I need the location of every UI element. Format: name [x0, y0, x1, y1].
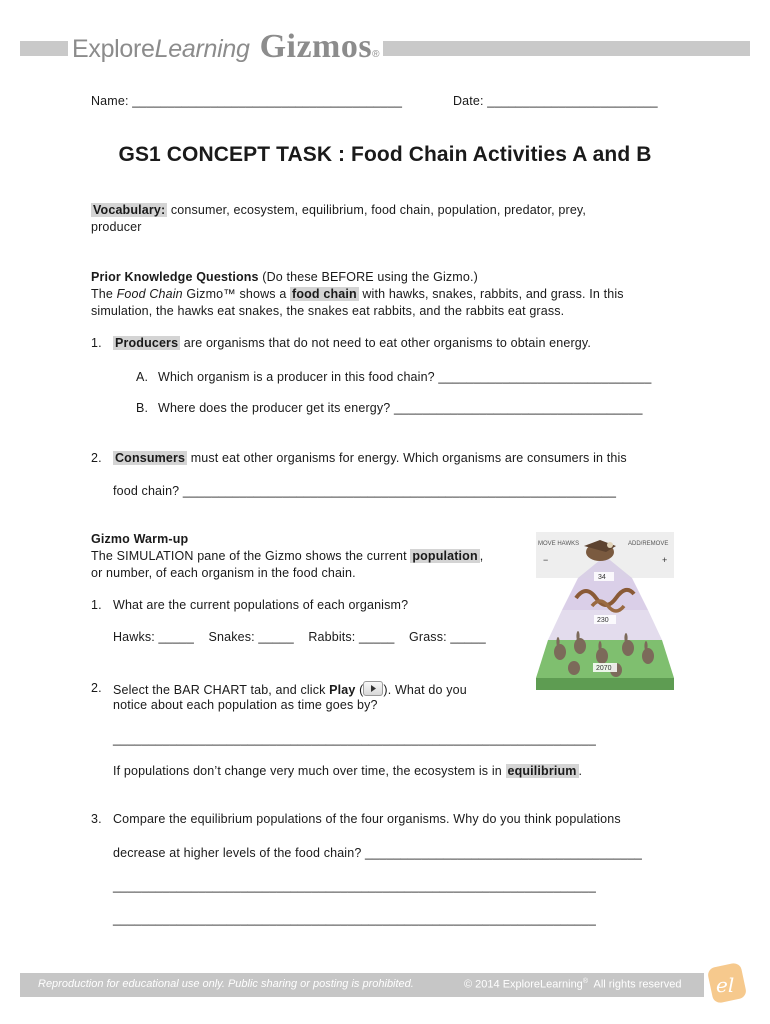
- food-chain-gizmo-name: Food Chain: [116, 287, 183, 301]
- prior-text: with hawks, snakes, rabbits, and grass. In this: [358, 287, 624, 301]
- question-1b[interactable]: [136, 401, 643, 415]
- question-number: 1.: [91, 598, 102, 612]
- question-number: 3.: [91, 812, 102, 826]
- question-text: What are the current populations of each organism?: [113, 598, 409, 612]
- vocabulary-terms: consumer, ecosystem, equilibrium, food chain, population, predator, prey,: [167, 203, 587, 217]
- footer-rights-text: All rights reserved: [587, 978, 682, 991]
- minus-icon: −: [543, 555, 549, 565]
- footer-registered: ®: [582, 978, 588, 985]
- question-text: (: [355, 683, 364, 697]
- move-hawks-label: MOVE HAWKS: [538, 541, 580, 547]
- brand-learning: Learning: [154, 35, 250, 63]
- vocabulary-line2: producer: [91, 220, 142, 234]
- prior-heading-note: (Do these BEFORE using the Gizmo.): [258, 270, 478, 284]
- prior-knowledge-heading: [91, 270, 478, 284]
- warmup-question-3-answer-2[interactable]: ____________________________________________________________________: [113, 912, 596, 926]
- name-field[interactable]: [91, 94, 402, 108]
- warmup-question-3: [91, 812, 621, 826]
- play-label: Play: [329, 683, 356, 697]
- brand-registered: ®: [372, 49, 380, 60]
- date-field[interactable]: [453, 94, 658, 108]
- add-remove-label: ADD/REMOVE: [628, 541, 669, 547]
- page-title: GS1 CONCEPT TASK : Food Chain Activities A and B: [118, 143, 652, 166]
- question-2-answer[interactable]: food chain? _____________________________________________________________: [113, 484, 617, 498]
- question-text: are organisms that do not need to eat other organisms to obtain energy.: [180, 336, 591, 350]
- food-chain-term: food chain: [292, 287, 357, 301]
- brand-explore: Explore: [72, 35, 155, 63]
- warmup-question-2: [91, 681, 467, 697]
- header-bar-left: [20, 41, 68, 56]
- warmup-question-3-line2[interactable]: decrease at higher levels of the food chain? _______________________________________: [113, 846, 643, 860]
- warmup-question-2-answer[interactable]: ____________________________________________________________________: [113, 732, 596, 746]
- question-number: 1.: [91, 336, 102, 350]
- rabbit-count: 2070: [596, 665, 612, 672]
- question-text[interactable]: Where does the producer get its energy? ___________________________________: [158, 401, 643, 415]
- equilibrium-term: equilibrium: [507, 764, 577, 778]
- question-text: must eat other organisms for energy. Which organisms are consumers in this: [187, 451, 627, 465]
- el-logo-icon: [704, 960, 750, 1006]
- warmup-question-2-line2: notice about each population as time goes by?: [113, 698, 378, 712]
- warmup-line2: or number, of each organism in the food chain.: [91, 566, 356, 580]
- prior-text: Gizmo™ shows a: [182, 287, 291, 301]
- warmup-line1: [91, 549, 483, 563]
- warmup-text: ,: [479, 549, 484, 563]
- question-text: Compare the equilibrium populations of the four organisms. Why do you think populations: [113, 812, 621, 826]
- brand-gizmos: Gizmos: [259, 28, 373, 65]
- footer-copyright: [464, 978, 682, 991]
- prior-paragraph-line2: simulation, the hawks eat snakes, the snakes eat rabbits, and the rabbits eat grass.: [91, 304, 565, 318]
- food-chain-pyramid-image: [536, 532, 674, 690]
- date-label: Date:: [453, 94, 484, 108]
- question-number: 2.: [91, 451, 102, 465]
- date-blank[interactable]: ________________________: [487, 94, 658, 108]
- warmup-text: The SIMULATION pane of the Gizmo shows the current: [91, 549, 411, 563]
- hawk-count: 34: [598, 574, 606, 581]
- question-text[interactable]: Which organism is a producer in this food chain? ______________________________: [158, 370, 652, 384]
- name-label: Name:: [91, 94, 129, 108]
- equilibrium-note: [113, 764, 582, 778]
- producers-term: Producers: [115, 336, 179, 350]
- question-text: Select the BAR CHART tab, and click: [113, 683, 330, 697]
- equilibrium-text: If populations don’t change very much over time, the ecosystem is in: [113, 764, 506, 778]
- warmup-question-3-answer-1[interactable]: ____________________________________________________________________: [113, 879, 596, 893]
- question-1a[interactable]: [136, 370, 652, 384]
- footer-copyright-text: © 2014 ExploreLearning: [464, 978, 583, 991]
- prior-paragraph-line1: [91, 287, 624, 301]
- question-1: [91, 336, 591, 350]
- population-answers[interactable]: Hawks: _____ Snakes: _____ Rabbits: _____ Grass: _____: [113, 630, 486, 644]
- plus-icon: +: [662, 555, 668, 565]
- prior-text: The: [91, 287, 117, 301]
- snake-count: 230: [597, 617, 609, 624]
- warmup-heading: Gizmo Warm-up: [91, 532, 189, 546]
- equilibrium-text: .: [578, 764, 583, 778]
- question-letter: A.: [136, 370, 149, 384]
- header-bar-right: [383, 41, 750, 56]
- question-letter: B.: [136, 401, 149, 415]
- warmup-question-1: [91, 598, 409, 612]
- footer-copyright-notice: Reproduction for educational use only. Public sharing or posting is prohibited.: [38, 978, 414, 990]
- play-icon: [363, 681, 383, 696]
- name-blank[interactable]: ______________________________________: [132, 94, 403, 108]
- vocabulary-label: Vocabulary:: [93, 203, 166, 217]
- population-term: population: [412, 549, 478, 563]
- el-logo-text: el: [716, 973, 735, 997]
- vocabulary-line1: [91, 203, 586, 217]
- consumers-term: Consumers: [115, 451, 186, 465]
- prior-heading-text: Prior Knowledge Questions: [91, 270, 259, 284]
- explorelearning-logo: [72, 28, 380, 68]
- question-2: [91, 451, 627, 465]
- question-text: ). What do you: [383, 683, 467, 697]
- question-number: 2.: [91, 681, 102, 695]
